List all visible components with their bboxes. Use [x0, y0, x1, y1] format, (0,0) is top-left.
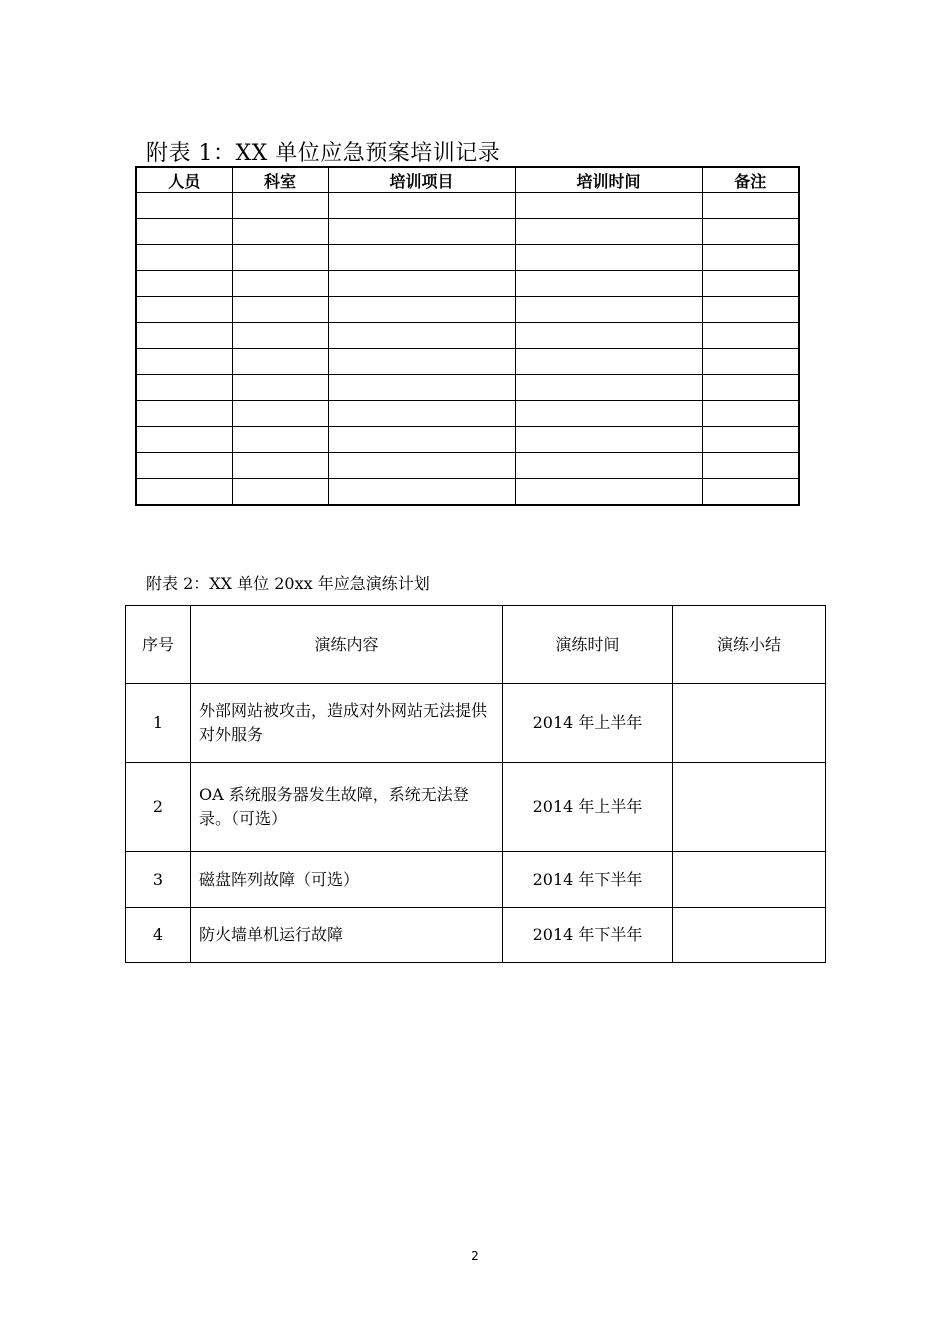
empty-cell — [702, 427, 799, 453]
empty-cell — [515, 453, 702, 479]
header-remarks: 备注 — [702, 167, 799, 193]
header-personnel: 人员 — [136, 167, 232, 193]
header-serial: 序号 — [126, 606, 191, 684]
summary-cell — [673, 852, 826, 908]
empty-cell — [702, 271, 799, 297]
empty-cell — [232, 453, 328, 479]
empty-cell — [702, 349, 799, 375]
table-row — [136, 297, 799, 323]
empty-cell — [702, 375, 799, 401]
empty-cell — [136, 219, 232, 245]
drill-plan-table — [125, 605, 826, 963]
header-drill-summary: 演练小结 — [673, 606, 826, 684]
time-cell: 2014 年上半年 — [503, 763, 673, 852]
content-cell: OA 系统服务器发生故障，系统无法登录。（可选） — [191, 763, 503, 852]
empty-cell — [328, 323, 515, 349]
empty-cell — [515, 349, 702, 375]
serial-cell: 1 — [126, 684, 191, 763]
empty-cell — [515, 193, 702, 219]
empty-cell — [515, 271, 702, 297]
content-cell: 外部网站被攻击，造成对外网站无法提供对外服务 — [191, 684, 503, 763]
empty-cell — [702, 453, 799, 479]
table-header-row — [126, 606, 826, 684]
serial-cell: 4 — [126, 908, 191, 963]
empty-cell — [136, 401, 232, 427]
time-cell: 2014 年上半年 — [503, 684, 673, 763]
empty-cell — [232, 375, 328, 401]
empty-cell — [515, 375, 702, 401]
header-training-item: 培训项目 — [328, 167, 515, 193]
empty-cell — [328, 401, 515, 427]
summary-cell — [673, 763, 826, 852]
table-row — [136, 401, 799, 427]
empty-cell — [515, 479, 702, 506]
empty-cell — [232, 193, 328, 219]
drill-plan-title: 附表 2：XX 单位 20xx 年应急演练计划 — [146, 574, 430, 593]
empty-cell — [328, 375, 515, 401]
empty-cell — [136, 271, 232, 297]
empty-cell — [328, 271, 515, 297]
serial-cell: 2 — [126, 763, 191, 852]
serial-cell: 3 — [126, 852, 191, 908]
table-row — [136, 193, 799, 219]
empty-cell — [232, 401, 328, 427]
empty-cell — [232, 219, 328, 245]
header-training-time: 培训时间 — [515, 167, 702, 193]
training-record-title: 附表 1：XX 单位应急预案培训记录 — [146, 141, 501, 166]
empty-cell — [136, 375, 232, 401]
table-row — [136, 479, 799, 506]
empty-cell — [136, 193, 232, 219]
table-row — [136, 323, 799, 349]
header-department: 科室 — [232, 167, 328, 193]
empty-cell — [328, 219, 515, 245]
table-row — [136, 219, 799, 245]
empty-cell — [702, 219, 799, 245]
page-number: 2 — [471, 1249, 479, 1263]
empty-cell — [515, 427, 702, 453]
empty-cell — [328, 245, 515, 271]
empty-cell — [328, 453, 515, 479]
table-row — [126, 908, 826, 963]
empty-cell — [136, 349, 232, 375]
empty-cell — [328, 479, 515, 506]
table-row — [136, 453, 799, 479]
empty-cell — [136, 479, 232, 506]
empty-cell — [702, 193, 799, 219]
table-row — [136, 271, 799, 297]
empty-cell — [232, 271, 328, 297]
empty-cell — [702, 245, 799, 271]
table-header-row — [136, 167, 799, 193]
empty-cell — [232, 245, 328, 271]
empty-cell — [136, 245, 232, 271]
table-row — [126, 763, 826, 852]
content-cell: 防火墙单机运行故障 — [191, 908, 503, 963]
empty-cell — [702, 297, 799, 323]
empty-cell — [232, 297, 328, 323]
table-row — [136, 427, 799, 453]
empty-cell — [702, 401, 799, 427]
empty-cell — [515, 323, 702, 349]
table-row — [136, 349, 799, 375]
summary-cell — [673, 908, 826, 963]
empty-cell — [232, 323, 328, 349]
header-drill-time: 演练时间 — [503, 606, 673, 684]
table-row — [136, 245, 799, 271]
empty-cell — [328, 297, 515, 323]
empty-cell — [702, 479, 799, 506]
empty-cell — [232, 479, 328, 506]
empty-cell — [515, 297, 702, 323]
empty-cell — [702, 323, 799, 349]
empty-cell — [136, 297, 232, 323]
time-cell: 2014 年下半年 — [503, 852, 673, 908]
content-cell: 磁盘阵列故障（可选） — [191, 852, 503, 908]
summary-cell — [673, 684, 826, 763]
empty-cell — [328, 193, 515, 219]
header-drill-content: 演练内容 — [191, 606, 503, 684]
empty-cell — [232, 427, 328, 453]
empty-cell — [136, 453, 232, 479]
table-row — [126, 684, 826, 763]
empty-cell — [328, 349, 515, 375]
empty-cell — [328, 427, 515, 453]
time-cell: 2014 年下半年 — [503, 908, 673, 963]
table-row — [136, 375, 799, 401]
table-row — [126, 852, 826, 908]
empty-cell — [515, 245, 702, 271]
training-record-table — [135, 166, 800, 506]
empty-cell — [515, 219, 702, 245]
empty-cell — [136, 427, 232, 453]
empty-cell — [515, 401, 702, 427]
empty-cell — [136, 323, 232, 349]
empty-cell — [232, 349, 328, 375]
